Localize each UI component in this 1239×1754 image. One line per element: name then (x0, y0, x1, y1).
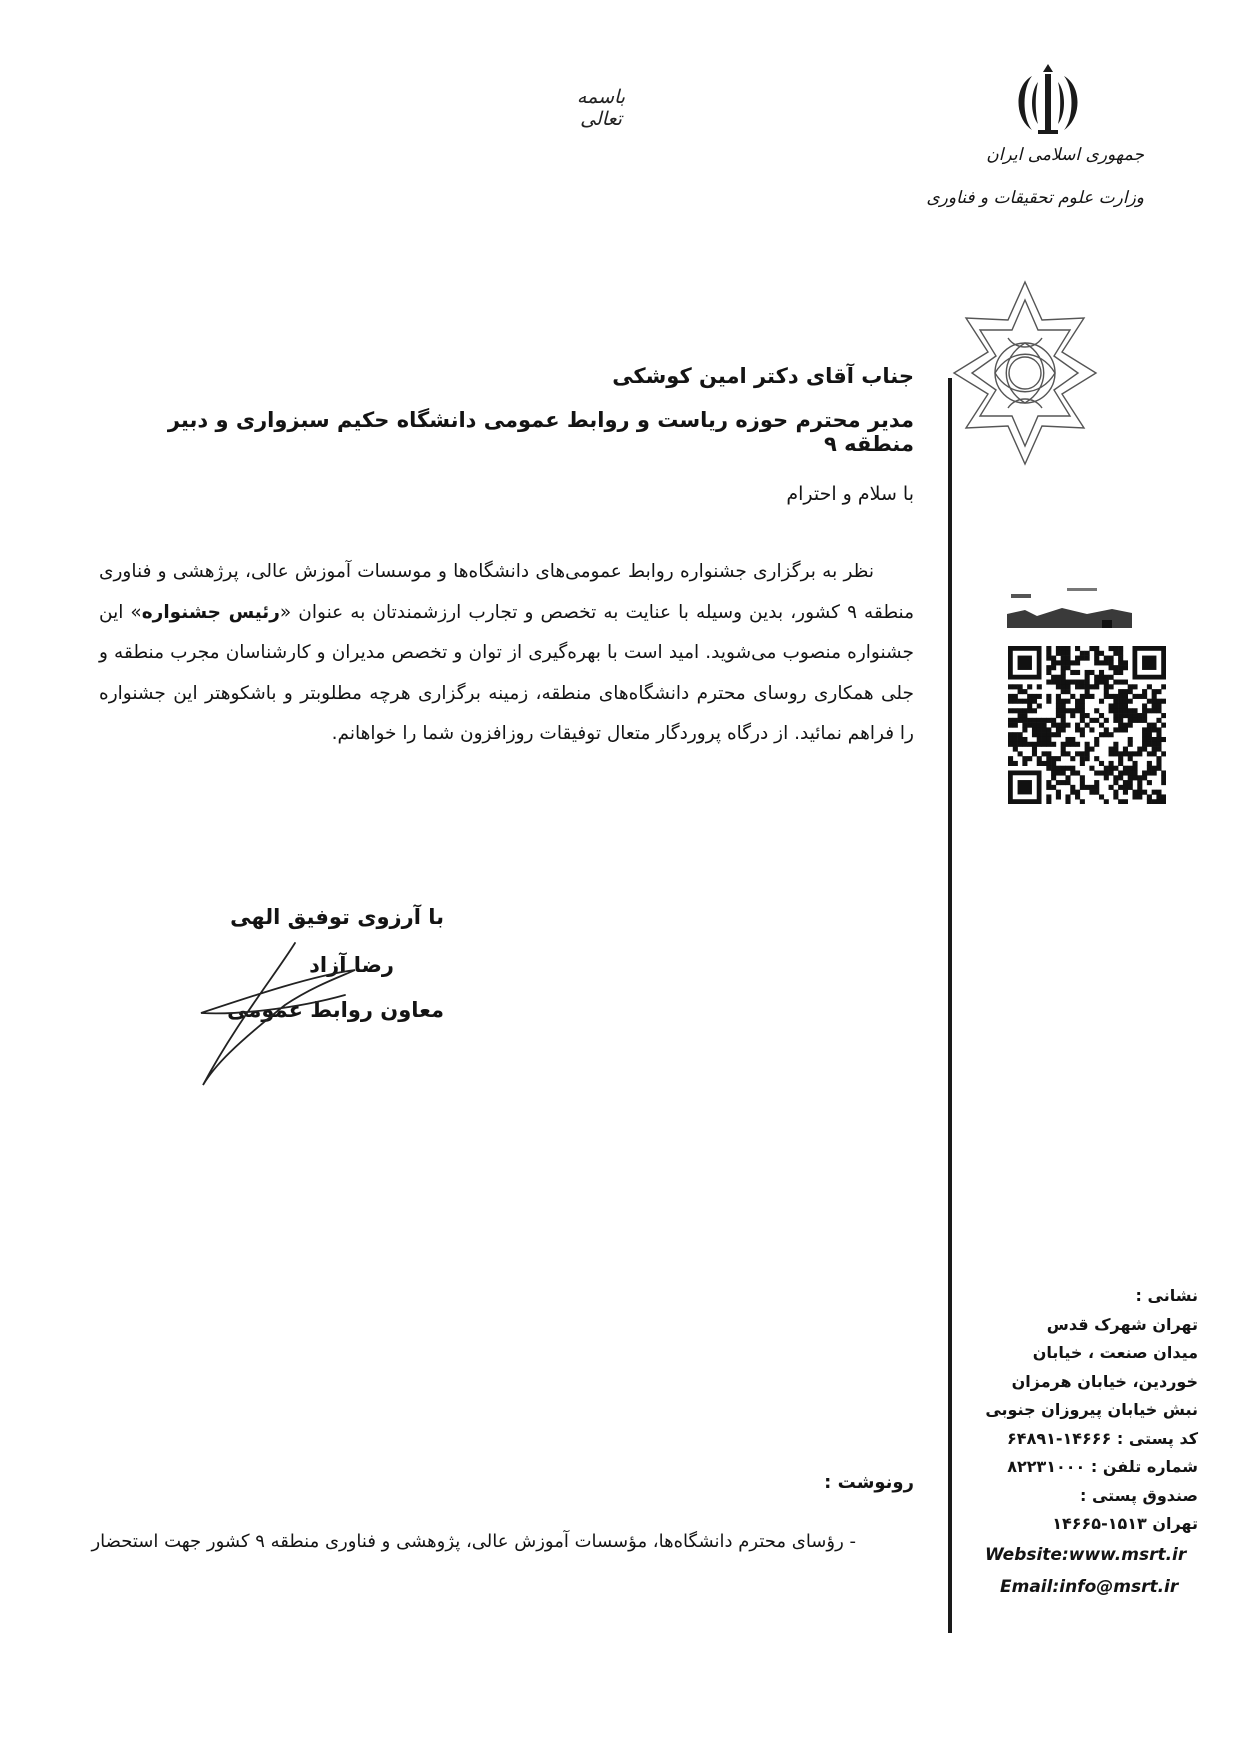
address-line: نشانی : (1135, 1286, 1198, 1305)
postal-code: کد پستی : ۱۴۶۶۶-۶۴۸۹۱ (1007, 1428, 1198, 1448)
letter-body-text: نظر به برگزاری جشنواره روابط عمومی‌های دانشگاه‌ها و موسسات آموزش عالی، پرژهشی و فناوری منطقه ۹ کشور، بدین وسیله با عنایت به تخصص و تجارب ارزشمندتان به عنوان « (99, 561, 915, 623)
bismillah-heading: باسمه تعالی (576, 86, 626, 130)
signer-title: معاون روابط عمومی (227, 998, 444, 1022)
ministry-name: وزارت علوم تحقیقات و فناوری (926, 188, 1144, 208)
website-address: Website:www.msrt.ir (985, 1545, 1187, 1565)
address-line: خوردین، خیابان هرمزان (1011, 1371, 1198, 1391)
letter-body-text-cont: » این جشنواره منصوب می‌شوید. امید است با بهره‌گیری از توان و تخصص مدیران و کارشناسان مجرب منطقه و جلی همکاری روسای محترم دانشگاه‌های منطقه، زمینه برگزاری هرچه مطلوبتر و باشکوهتر این جشنواره را فراهم نمائید. از درگاه پروردگار متعال توفیقات روزافزون شما را خواهانم. (99, 601, 914, 744)
qr-code-icon (1008, 646, 1166, 804)
country-name: جمهوری اسلامی ایران (986, 145, 1144, 165)
address-block (978, 1282, 1198, 1539)
letter-body-emphasis: رئیس جشنواره (141, 601, 280, 623)
vertical-divider (948, 378, 952, 1633)
po-box-number: تهران ۱۵۱۳-۱۴۶۶۵ (1052, 1514, 1198, 1533)
recipient-position: مدیر محترم حوزه ریاست و روابط عمومی دانشگاه حکیم سبزواری و دبیر منطقه ۹ (167, 408, 914, 456)
recipient-name: جناب آقای دکتر امین کوشکی (612, 364, 914, 388)
letter-body (99, 552, 914, 755)
cc-recipients: - رؤسای محترم دانشگاه‌ها، مؤسسات آموزش عالی، پژوهشی و فناوری منطقه ۹ کشور جهت استحضار (91, 1531, 856, 1552)
handwritten-signature (195, 935, 365, 1095)
iran-emblem-icon (1008, 62, 1088, 142)
address-line: نبش خیابان پیروزان جنوبی (985, 1400, 1198, 1419)
signer-name: رضا آزاد (309, 953, 394, 977)
islamic-star-ornament-icon (950, 278, 1100, 468)
po-box-label: صندوق پستی : (1079, 1485, 1198, 1505)
cc-label: رونوشت : (824, 1472, 914, 1493)
phone-number: شماره تلفن : ۸۲۲۳۱۰۰۰ (1007, 1457, 1198, 1476)
closing-phrase: با آرزوی توفیق الهی (230, 905, 444, 929)
address-line: میدان صنعت ، خیابان (1032, 1343, 1198, 1362)
email-address: Email:info@msrt.ir (1000, 1577, 1179, 1597)
address-line: تهران شهرک قدس (1046, 1314, 1198, 1334)
scanned-image-fragment (1007, 580, 1132, 628)
greeting: با سلام و احترام (786, 483, 914, 505)
